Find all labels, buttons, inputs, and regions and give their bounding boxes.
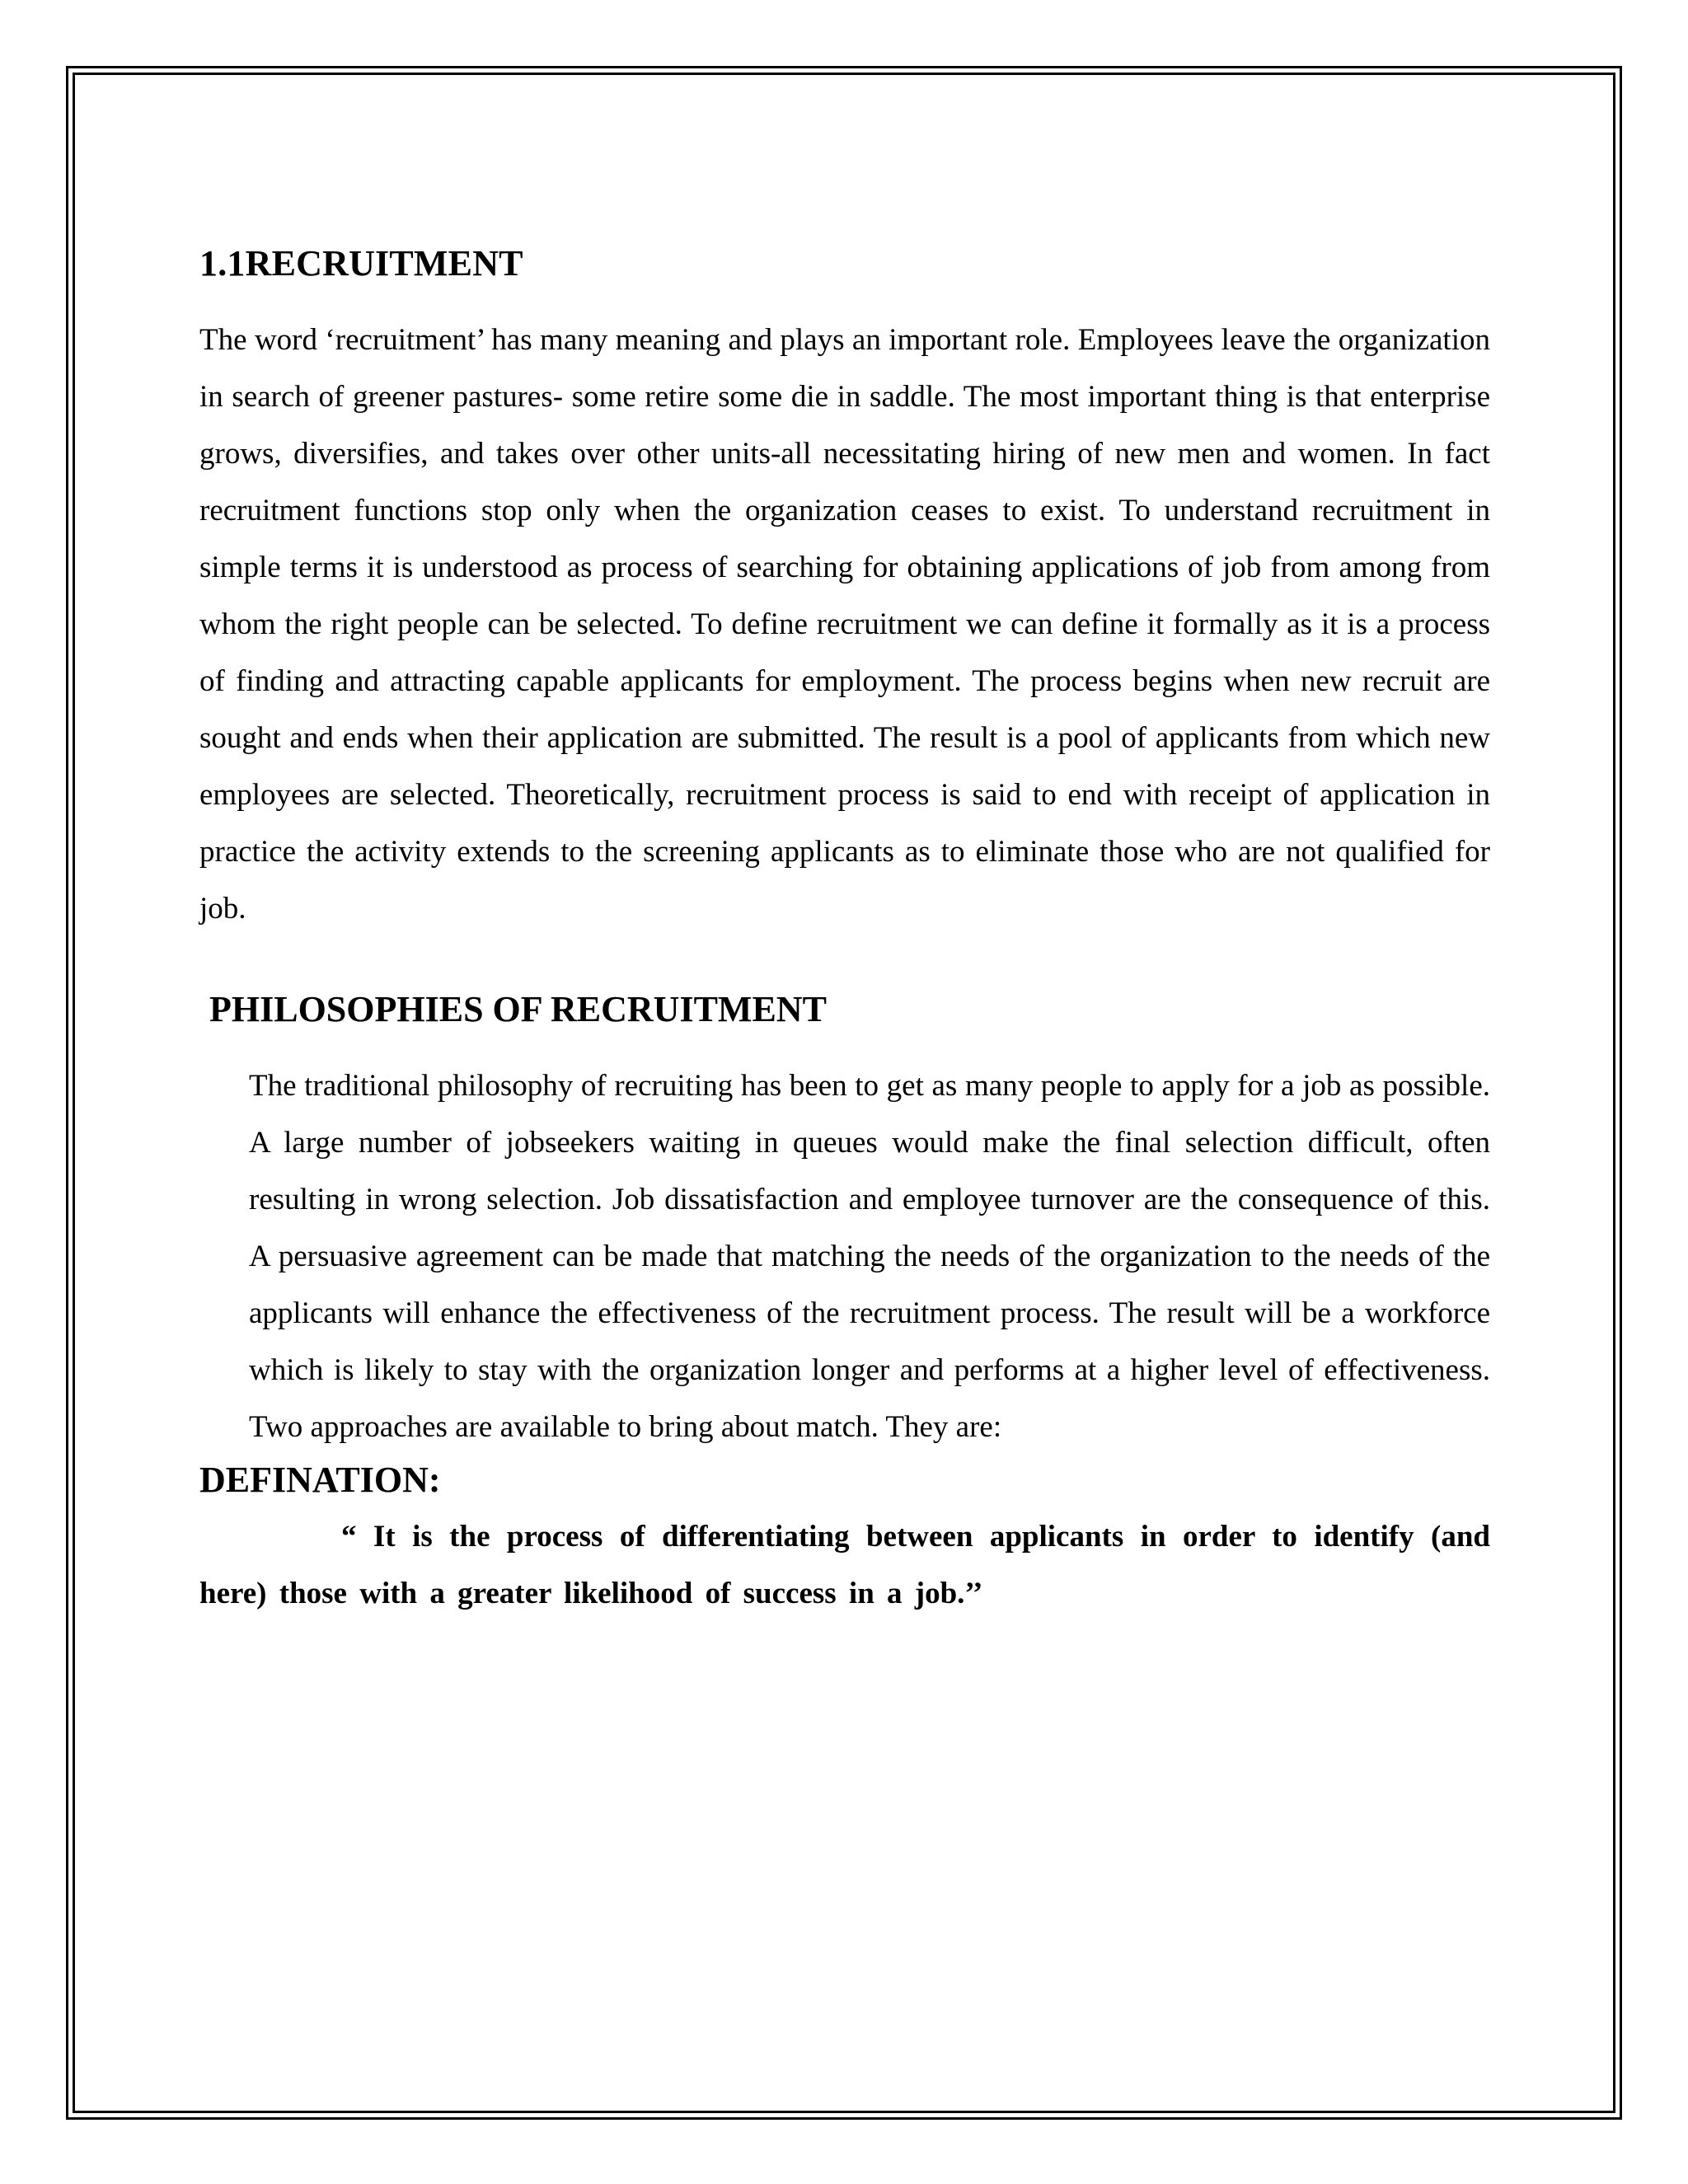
section-heading-recruitment: 1.1RECRUITMENT — [199, 243, 523, 284]
definition-quote: “ It is the process of differentiating between applicants in order to identify (and here) those with a greater likelihood of success in a job.’’ — [199, 1520, 1490, 1610]
document-body — [199, 239, 1490, 1622]
definition-heading: DEFINATION: — [199, 1460, 441, 1500]
philosophies-heading: PHILOSOPHIES OF RECRUITMENT — [209, 989, 827, 1029]
philosophies-paragraph: The traditional philosophy of recruiting has been to get as many people to apply for a job as possible. A large number of jobseekers waiting in queues would make the final selection difficult, often resulting in wrong selection. Job dissatisfaction and employee turnover are the consequence of this. A persuasive agreement can be made that matching the needs of the organization to the needs of the applicants will enhance the effectiveness of the recruitment process. The result will be a workforce which is likely to stay with the organization longer and performs at a higher level of effectiveness. Two approaches are available to bring about match. They are: — [249, 1069, 1490, 1444]
recruitment-paragraph: The word ‘recruitment’ has many meaning and plays an important role. Employees leave the organization in search of greener pastures- some retire some die in saddle. The most important thing is that enterprise grows, diversifies, and takes over other units-all necessitating hiring of new men and women. In fact recruitment functions stop only when the organization ceases to exist. To understand recruitment in simple terms it is understood as process of searching for obtaining applications of job from among from whom the right people can be selected. To define recruitment we can define it formally as it is a process of finding and attracting capable applicants for employment. The process begins when new recruit are sought and ends when their application are submitted. The result is a pool of applicants from which new employees are selected. Theoretically, recruitment process is said to end with receipt of application in practice the activity extends to the screening applicants as to eliminate those who are not qualified for job. — [199, 323, 1490, 926]
